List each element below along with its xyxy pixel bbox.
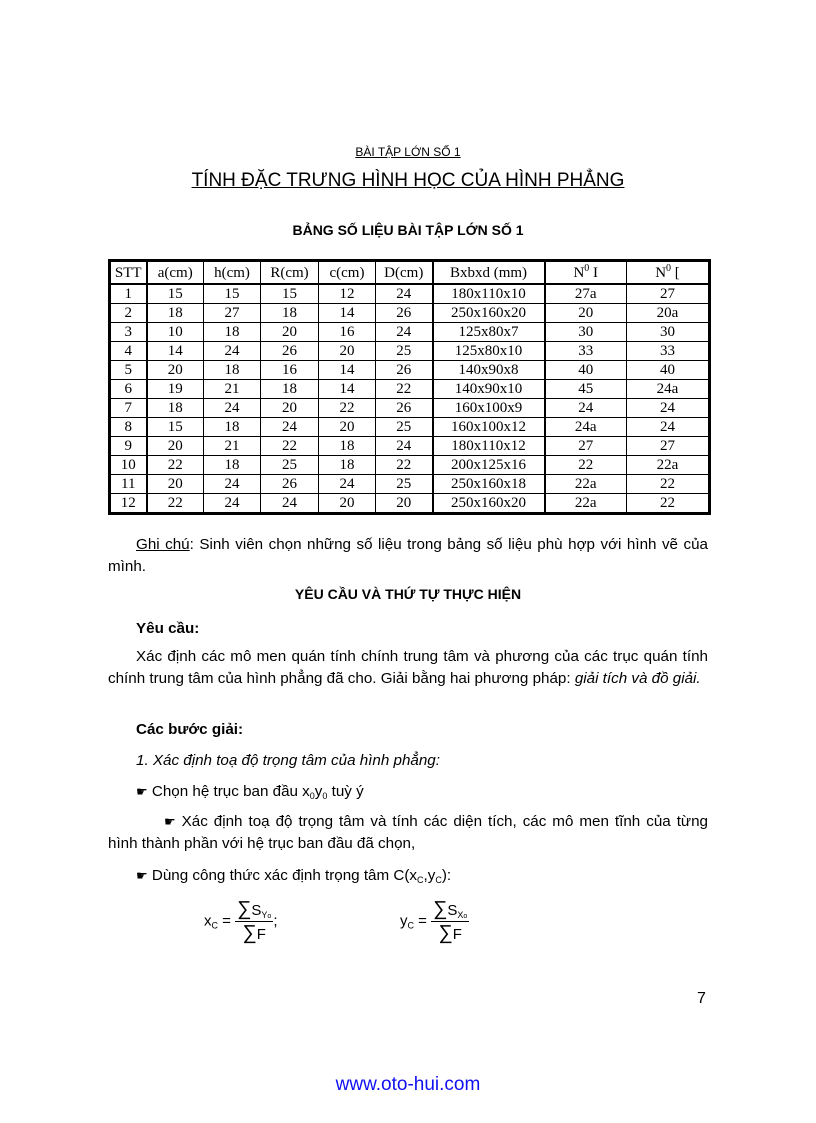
table-cell: 11: [110, 475, 147, 494]
hand-pointing-icon: ☛: [136, 868, 148, 883]
table-cell: 33: [627, 342, 710, 361]
table-cell: 27a: [545, 284, 627, 304]
table-row: [110, 380, 710, 399]
table-cell: 16: [261, 361, 319, 380]
table-cell: 18: [204, 418, 261, 437]
table-row: [110, 456, 710, 475]
formula-yc: $y_C$ = $\frac{\sum S_{Xo}}{\sum F}$: [400, 898, 468, 944]
document-subtitle: BÀI TẬP LỚN SỐ 1: [355, 145, 461, 159]
table-cell: 12: [110, 494, 147, 514]
table-row: [110, 399, 710, 418]
table-cell: 15: [261, 284, 319, 304]
col-header: c(cm): [319, 261, 376, 285]
table-cell: 140x90x10: [433, 380, 545, 399]
table-title: BẢNG SỐ LIỆU BÀI TẬP LỚN SỐ 1: [292, 222, 524, 238]
table-cell: 26: [376, 361, 433, 380]
table-cell: 22a: [545, 475, 627, 494]
table-row: [110, 437, 710, 456]
table-cell: 24a: [545, 418, 627, 437]
col-header: D(cm): [376, 261, 433, 285]
steps-label: Các bước giải:: [136, 721, 244, 738]
table-header-row: [110, 261, 710, 285]
table-cell: 22: [147, 494, 204, 514]
bullet-3: ☛ Dùng công thức xác định trọng tâm $C(x_C,y_C)$:: [136, 867, 452, 885]
table-row: [110, 323, 710, 342]
step-1: 1. Xác định toạ độ trọng tâm của hình phẳng:: [136, 752, 440, 769]
table-cell: 18: [319, 456, 376, 475]
table-cell: 15: [147, 284, 204, 304]
table-cell: 25: [376, 475, 433, 494]
table-cell: 15: [204, 284, 261, 304]
table-cell: 20: [147, 437, 204, 456]
table-cell: 180x110x12: [433, 437, 545, 456]
table-cell: 7: [110, 399, 147, 418]
table-cell: 20: [319, 494, 376, 514]
table-cell: 27: [204, 304, 261, 323]
table-cell: 21: [204, 380, 261, 399]
table-cell: 24: [204, 475, 261, 494]
table-cell: 19: [147, 380, 204, 399]
table-cell: 125x80x10: [433, 342, 545, 361]
table-cell: 45: [545, 380, 627, 399]
table-cell: 10: [147, 323, 204, 342]
table-cell: 14: [147, 342, 204, 361]
table-cell: 250x160x20: [433, 304, 545, 323]
table-cell: 9: [110, 437, 147, 456]
col-header-n-channel: $N^0$ [: [627, 261, 710, 285]
table-cell: 12: [319, 284, 376, 304]
table-cell: 10: [110, 456, 147, 475]
note-paragraph: [108, 534, 708, 578]
table-cell: 22: [545, 456, 627, 475]
table-cell: 20: [319, 418, 376, 437]
table-row: [110, 475, 710, 494]
fraction: $\frac{\sum S_{Yo}}{\sum F}$: [237, 898, 272, 944]
table-cell: 2: [110, 304, 147, 323]
table-cell: 18: [147, 399, 204, 418]
col-header: h(cm): [204, 261, 261, 285]
hand-pointing-icon: ☛: [136, 784, 148, 799]
table-cell: 20: [261, 399, 319, 418]
table-cell: 24: [627, 418, 710, 437]
table-cell: 18: [319, 437, 376, 456]
table-cell: 24: [204, 342, 261, 361]
table-cell: 20: [545, 304, 627, 323]
requirement-text: Xác định các mô men quán tính chính trung tâm và phương của các trục quán tính chính trung tâm của hình phẳng đã cho. Giải bằng hai phương pháp: giải tích và đồ giải.: [108, 648, 708, 687]
table-cell: 250x160x18: [433, 475, 545, 494]
table-cell: 18: [261, 304, 319, 323]
table-cell: 20a: [627, 304, 710, 323]
table-cell: 24: [261, 494, 319, 514]
table-cell: 33: [545, 342, 627, 361]
table-cell: 160x100x12: [433, 418, 545, 437]
table-cell: 125x80x7: [433, 323, 545, 342]
table-cell: 24: [545, 399, 627, 418]
col-header: STT: [110, 261, 147, 285]
table-cell: 25: [376, 342, 433, 361]
col-header-n-i: $N^0$ I: [545, 261, 627, 285]
hand-pointing-icon: ☛: [164, 814, 176, 829]
table-cell: 26: [376, 399, 433, 418]
document-title: TÍNH ĐẶC TRƯNG HÌNH HỌC CỦA HÌNH PHẲNG: [191, 170, 625, 191]
table-cell: 24: [261, 418, 319, 437]
footer-url[interactable]: www.oto-hui.com: [335, 1074, 481, 1095]
table-row: [110, 361, 710, 380]
table-row: [110, 418, 710, 437]
table-cell: 27: [545, 437, 627, 456]
table-cell: 22a: [627, 456, 710, 475]
table-cell: 24: [627, 399, 710, 418]
table-cell: 25: [376, 418, 433, 437]
table-cell: 24: [376, 323, 433, 342]
table-cell: 8: [110, 418, 147, 437]
table-cell: 24: [204, 399, 261, 418]
table-cell: 16: [319, 323, 376, 342]
table-cell: 22: [319, 399, 376, 418]
table-cell: 26: [376, 304, 433, 323]
table-body: [110, 284, 710, 514]
table-cell: 14: [319, 380, 376, 399]
table-cell: 30: [545, 323, 627, 342]
table-cell: 30: [627, 323, 710, 342]
table-cell: 18: [204, 323, 261, 342]
table-cell: 20: [147, 361, 204, 380]
requirements-heading: YÊU CẦU VÀ THỨ TỰ THỰC HIỆN: [294, 586, 522, 602]
table-cell: 22: [376, 380, 433, 399]
note-label: Ghi chú: [136, 536, 190, 553]
page-number: 7: [697, 990, 706, 1007]
table-cell: 18: [147, 304, 204, 323]
table-cell: 5: [110, 361, 147, 380]
table-cell: 18: [261, 380, 319, 399]
table-cell: 24: [376, 284, 433, 304]
table-cell: 22: [627, 494, 710, 514]
table-cell: 22: [261, 437, 319, 456]
table-cell: 3: [110, 323, 147, 342]
table-cell: 18: [204, 456, 261, 475]
col-header: R(cm): [261, 261, 319, 285]
fraction: $\frac{\sum S_{Xo}}{\sum F}$: [433, 898, 468, 944]
col-header: Bxbxd (mm): [433, 261, 545, 285]
table-cell: 15: [147, 418, 204, 437]
table-cell: 20: [319, 342, 376, 361]
note-text: : Sinh viên chọn những số liệu trong bảng số liệu phù hợp với hình vẽ của mình.: [108, 536, 708, 575]
table-cell: 26: [261, 342, 319, 361]
table-cell: 22: [627, 475, 710, 494]
table-cell: 24: [204, 494, 261, 514]
bullet-1: ☛ Chọn hệ trục ban đầu $x_0y_0$ tuỳ ý: [136, 783, 364, 801]
table-cell: 250x160x20: [433, 494, 545, 514]
table-row: [110, 284, 710, 304]
table-cell: 180x110x10: [433, 284, 545, 304]
table-cell: 27: [627, 437, 710, 456]
col-header: a(cm): [147, 261, 204, 285]
table-cell: 160x100x9: [433, 399, 545, 418]
table-cell: 22a: [545, 494, 627, 514]
table-cell: 14: [319, 304, 376, 323]
table-cell: 14: [319, 361, 376, 380]
table-cell: 200x125x16: [433, 456, 545, 475]
table-cell: 140x90x8: [433, 361, 545, 380]
table-cell: 21: [204, 437, 261, 456]
data-table: [108, 259, 711, 515]
table-cell: 26: [261, 475, 319, 494]
table-cell: 20: [147, 475, 204, 494]
requirement-label: Yêu cầu:: [136, 620, 200, 637]
formula-xc: $x_C$ = $\frac{\sum S_{Yo}}{\sum F}$ ;: [204, 898, 278, 944]
table-cell: 24: [376, 437, 433, 456]
table-row: [110, 304, 710, 323]
table-cell: 22: [147, 456, 204, 475]
table-cell: 40: [627, 361, 710, 380]
table-cell: 27: [627, 284, 710, 304]
table-row: [110, 494, 710, 514]
table-cell: 24a: [627, 380, 710, 399]
table-cell: 24: [319, 475, 376, 494]
table-row: [110, 342, 710, 361]
table-cell: 6: [110, 380, 147, 399]
bullet-2: ☛ Xác định toạ độ trọng tâm và tính các diện tích, các mô men tĩnh của từng hình thành phần với hệ trục ban đầu đã chọn,: [108, 813, 708, 852]
table-cell: 40: [545, 361, 627, 380]
table-cell: 4: [110, 342, 147, 361]
table-cell: 22: [376, 456, 433, 475]
table-cell: 20: [376, 494, 433, 514]
table-cell: 25: [261, 456, 319, 475]
table-cell: 1: [110, 284, 147, 304]
table-cell: 18: [204, 361, 261, 380]
table-cell: 20: [261, 323, 319, 342]
